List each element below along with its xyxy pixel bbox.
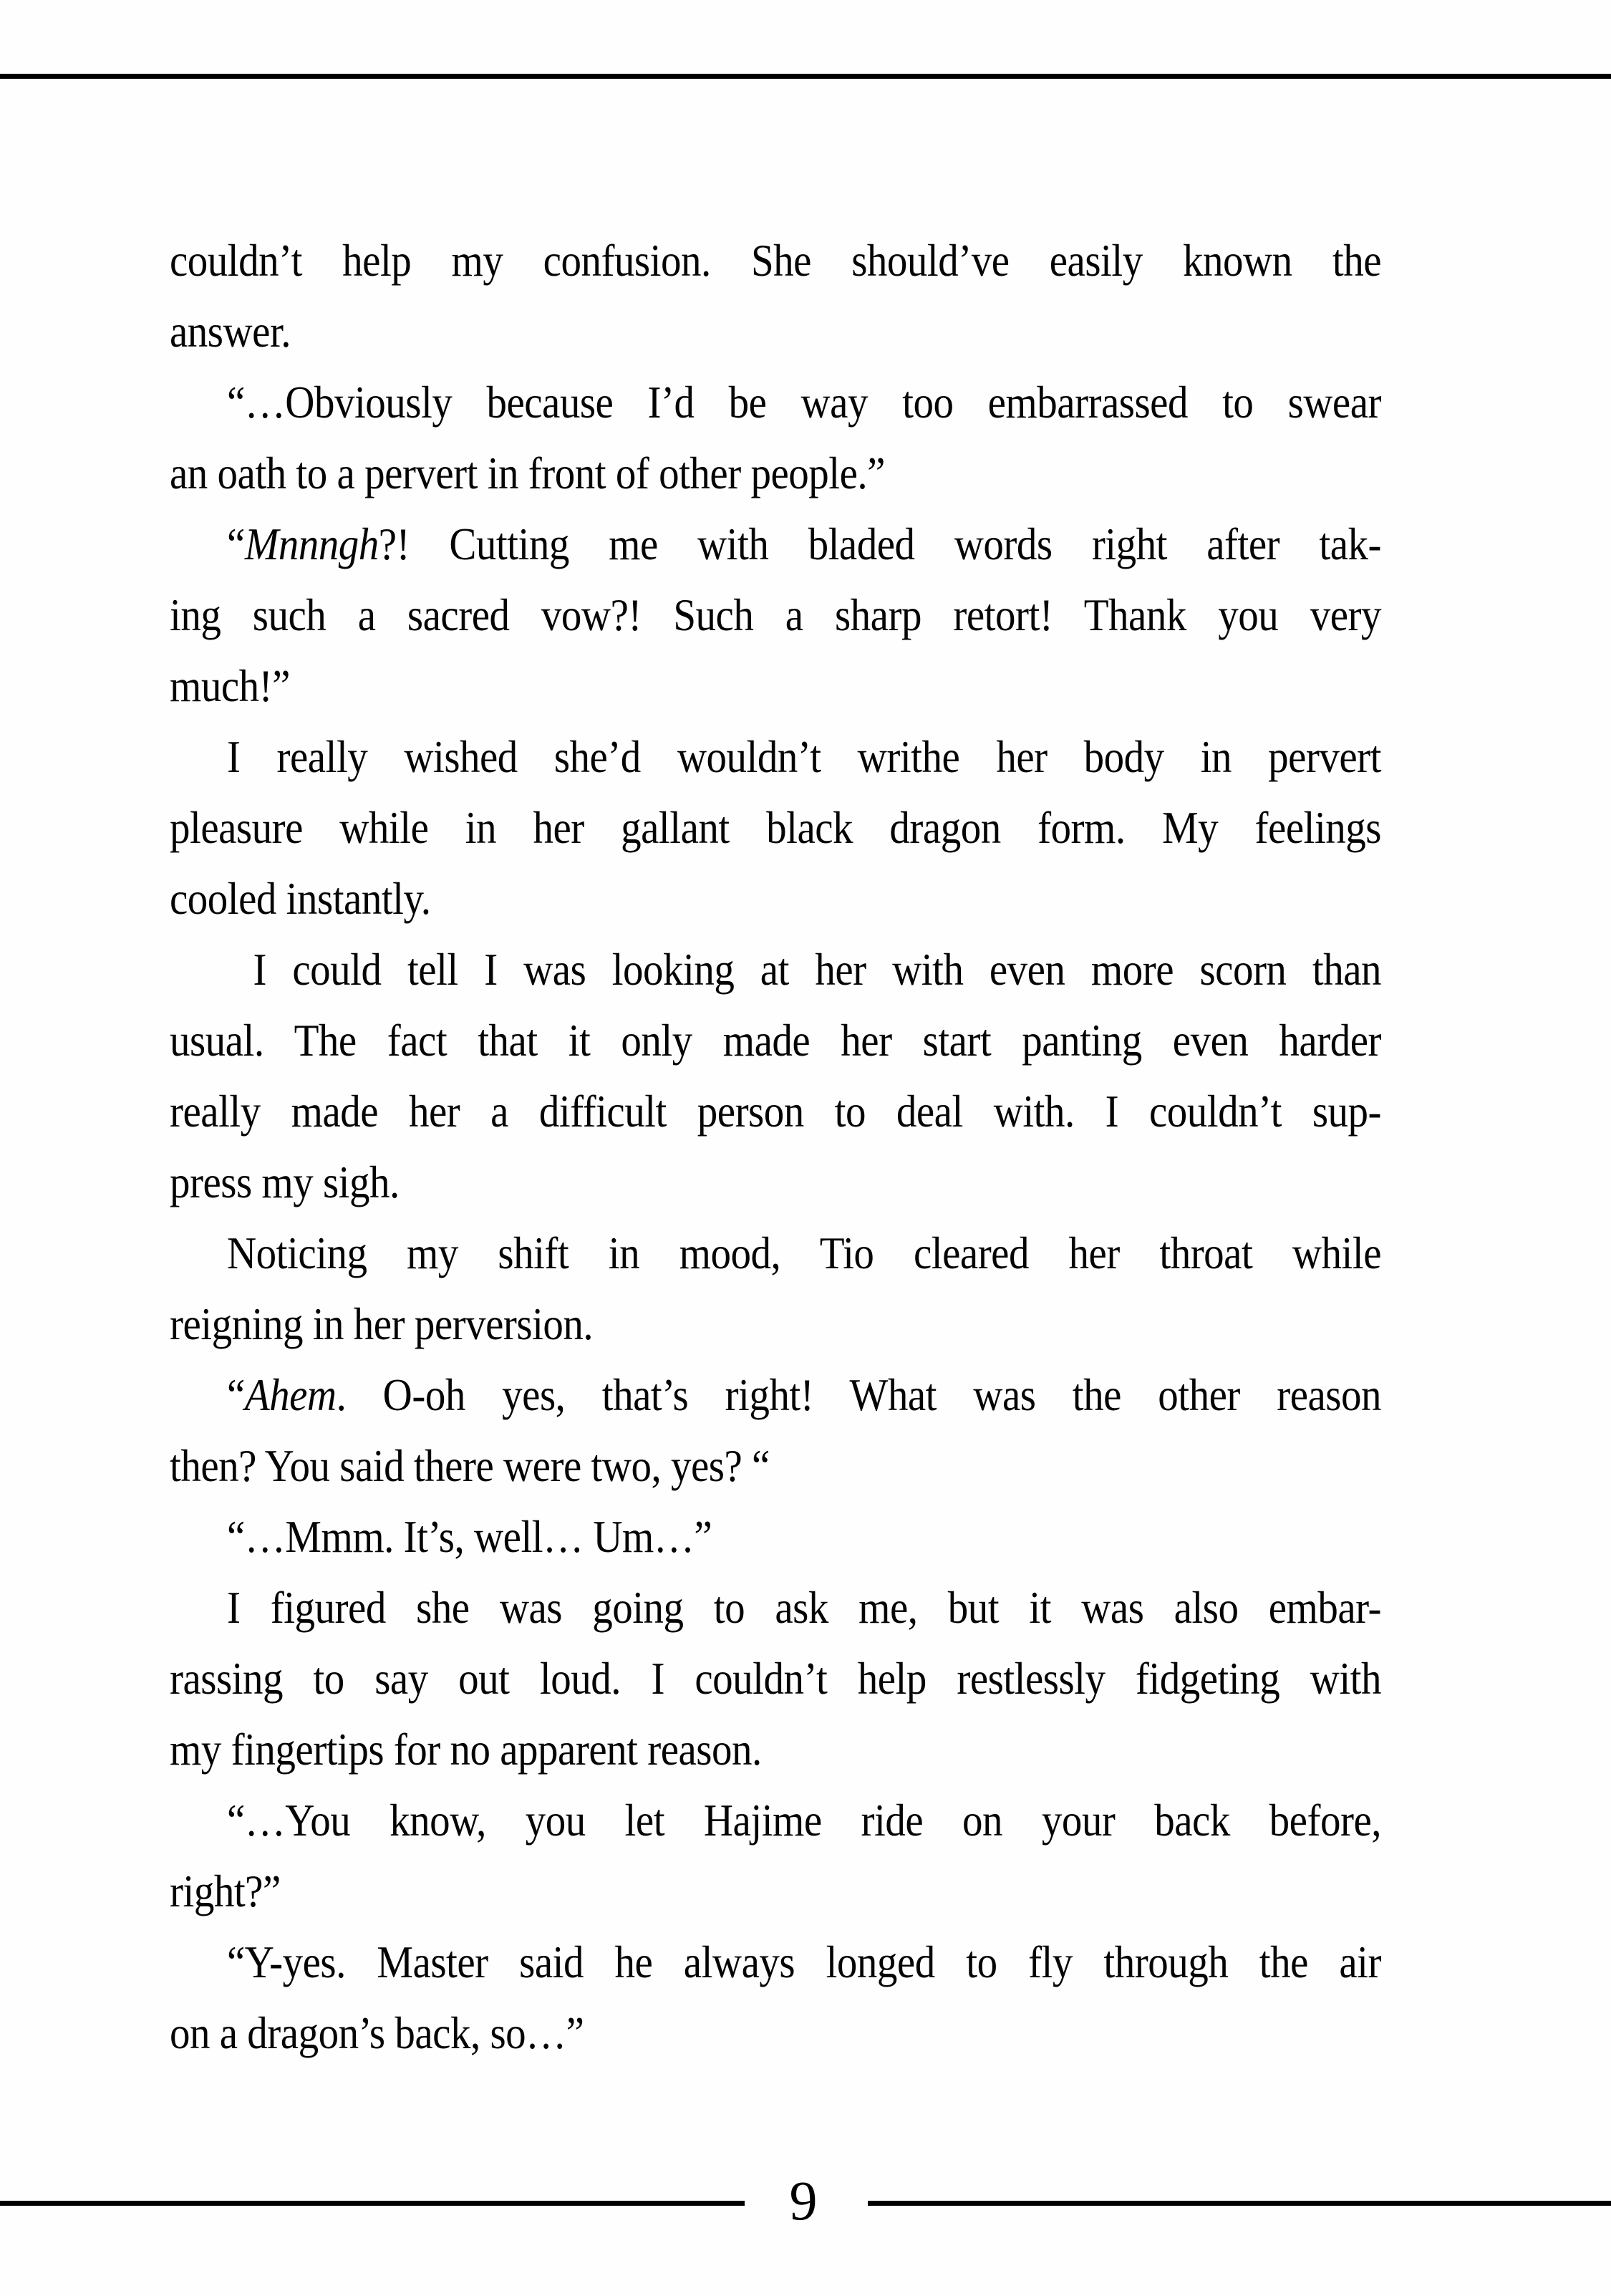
text-segment: cooled instantly. xyxy=(170,874,431,925)
text-segment: rassing to say out loud. I couldn’t help restlessly fidgeting with xyxy=(170,1654,1381,1704)
text-line xyxy=(170,434,1381,513)
text-segment: “…You know, you let Hajime ride on your back before, xyxy=(227,1795,1381,1846)
text-line xyxy=(170,647,1381,726)
text-line xyxy=(170,1285,1381,1364)
text-segment: couldn’t help my confusion. She should’ve easily known the xyxy=(170,236,1381,286)
text-line xyxy=(170,1710,1381,1790)
text-line xyxy=(170,1497,1381,1577)
text-segment: answer. xyxy=(170,307,291,357)
text-line xyxy=(170,1214,1381,1293)
text-segment: really made her a difficult person to deal with. I couldn’t sup- xyxy=(170,1086,1381,1137)
text-line xyxy=(170,859,1381,939)
text-segment: on a dragon’s back, so…” xyxy=(170,2008,584,2059)
text-line xyxy=(170,363,1381,443)
text-line xyxy=(170,1356,1381,1435)
text-line xyxy=(170,1427,1381,1506)
text-segment: . O-oh yes, that’s right! What was the other reason xyxy=(336,1370,1381,1421)
text-line xyxy=(170,1072,1381,1152)
text-segment: usual. The fact that it only made her start panting even harder xyxy=(170,1016,1381,1066)
text-segment: pleasure while in her gallant black dragon form. My feelings xyxy=(170,803,1381,854)
text-segment: I could tell I was looking at her with even more scorn than xyxy=(227,945,1382,995)
text-line xyxy=(170,1852,1381,1931)
text-segment: “…Obviously because I’d be way too embarrassed to swear xyxy=(227,377,1381,428)
text-line xyxy=(170,576,1381,655)
text-line xyxy=(170,1568,1381,1648)
text-line xyxy=(170,505,1381,584)
page-number: 9 xyxy=(789,2169,818,2232)
text-segment: ing such a sacred vow?! Such a sharp retort! Thank you very xyxy=(170,590,1381,641)
text-segment: an oath to a pervert in front of other people.” xyxy=(170,448,885,499)
text-segment: “Y-yes. Master said he always longed to fly through the air xyxy=(227,1937,1381,1988)
text-line xyxy=(170,1923,1381,2002)
text-segment: much!” xyxy=(170,661,290,712)
text-segment: I figured she was going to ask me, but it was also embar- xyxy=(227,1583,1381,1634)
text-line xyxy=(170,221,1381,301)
text-segment: reigning in her perversion. xyxy=(170,1299,594,1350)
text-segment: my fingertips for no apparent reason. xyxy=(170,1725,762,1775)
bottom-rule-right xyxy=(868,2201,1611,2206)
text-line xyxy=(170,788,1381,868)
text-line xyxy=(170,1639,1381,1719)
text-line xyxy=(170,718,1381,797)
text-segment: “…Mmm. It’s, well… Um…” xyxy=(227,1512,712,1563)
italic-text-segment: Mnnngh xyxy=(244,519,379,570)
text-line xyxy=(170,1143,1381,1222)
text-segment: “ xyxy=(227,519,245,570)
text-line xyxy=(170,1994,1381,2073)
text-line xyxy=(170,1781,1381,1861)
text-segment: I really wished she’d wouldn’t writhe her body in pervert xyxy=(227,732,1381,783)
top-rule xyxy=(0,74,1611,79)
text-line xyxy=(170,930,1381,1010)
text-segment: right?” xyxy=(170,1866,281,1917)
text-line xyxy=(170,292,1381,372)
text-segment: press my sigh. xyxy=(170,1157,400,1208)
text-segment: then? You said there were two, yes? “ xyxy=(170,1441,770,1492)
bottom-rule-left xyxy=(0,2201,745,2206)
text-line xyxy=(170,1001,1381,1081)
text-segment: “ xyxy=(227,1370,245,1421)
text-segment: ?! Cutting me with bladed words right after tak- xyxy=(378,519,1381,570)
italic-text-segment: Ahem xyxy=(244,1370,337,1421)
body-text xyxy=(170,226,1381,2069)
text-segment: Noticing my shift in mood, Tio cleared her throat while xyxy=(227,1228,1381,1279)
